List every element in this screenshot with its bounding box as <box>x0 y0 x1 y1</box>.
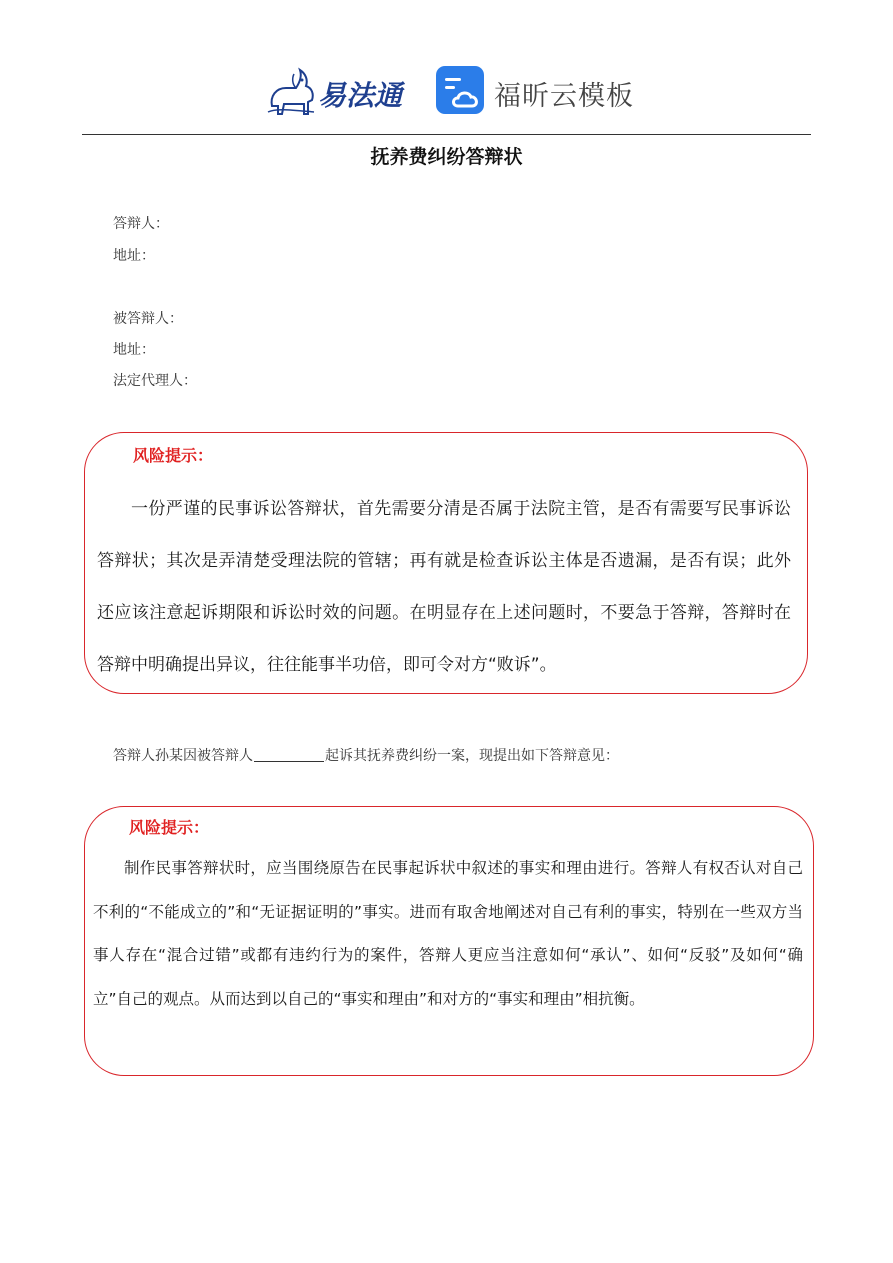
legal-representative-label: 法定代理人： <box>113 373 197 389</box>
risk-note-heading: 风险提示： <box>133 446 214 465</box>
statement-suffix: 起诉其抚养费纠纷一案，现提出如下答辩意见： <box>325 748 619 764</box>
risk-note-body: 制作民事答辩状时，应当围绕原告在民事起诉状中叙述的事实和理由进行。答辩人有权否认对自己不利的“不能成立的”和“无证据证明的”事实。进而有取舍地阐述对自己有利的事实，特别在一些双方当事人存在“混合过错”或都有违约行为的案件，答辩人更应当注意如何“承认”、如何“反驳”及如何“确立”自己的观点。从而达到以自己的“事实和理由”和对方的“事实和理由”相抗衡。 <box>93 859 803 1008</box>
header-divider <box>82 134 811 135</box>
fuxin-logo <box>436 62 636 122</box>
risk-note-heading: 风险提示： <box>129 818 210 837</box>
risk-note-box <box>84 806 814 1076</box>
claimant-label: 被答辩人： <box>113 311 183 327</box>
yifatong-logo <box>262 62 412 120</box>
cloud-document-icon <box>436 66 486 116</box>
claimant-address-label: 地址： <box>113 342 155 358</box>
risk-note-body: 一份严谨的民事诉讼答辩状，首先需要分清是否属于法院主管，是否有需要写民事诉讼答辩状；其次是弄清楚受理法院的管辖；再有就是检查诉讼主体是否遗漏，是否有误；此外还应该注意起诉期限和诉讼时效的问题。在明显存在上述问题时，不要急于答辩，答辩时在答辩中明确提出异议，往往能事半功倍，即可令对方“败诉”。 <box>97 499 791 675</box>
respondent-address-label: 地址： <box>113 248 155 264</box>
yifatong-logo-text: 易法通 <box>318 79 403 112</box>
statement-prefix: 答辩人孙某因被答辩人 <box>113 748 253 764</box>
document-title: 抚养费纠纷答辩状 <box>370 146 523 168</box>
respondent-label: 答辩人： <box>113 216 169 232</box>
fuxin-logo-text: 福昕云模板 <box>494 81 634 112</box>
answer-statement <box>113 745 619 765</box>
claimant-name-blank[interactable] <box>254 747 324 762</box>
header <box>0 56 893 126</box>
unicorn-emblem-icon <box>262 62 320 120</box>
risk-note-box <box>84 432 808 694</box>
